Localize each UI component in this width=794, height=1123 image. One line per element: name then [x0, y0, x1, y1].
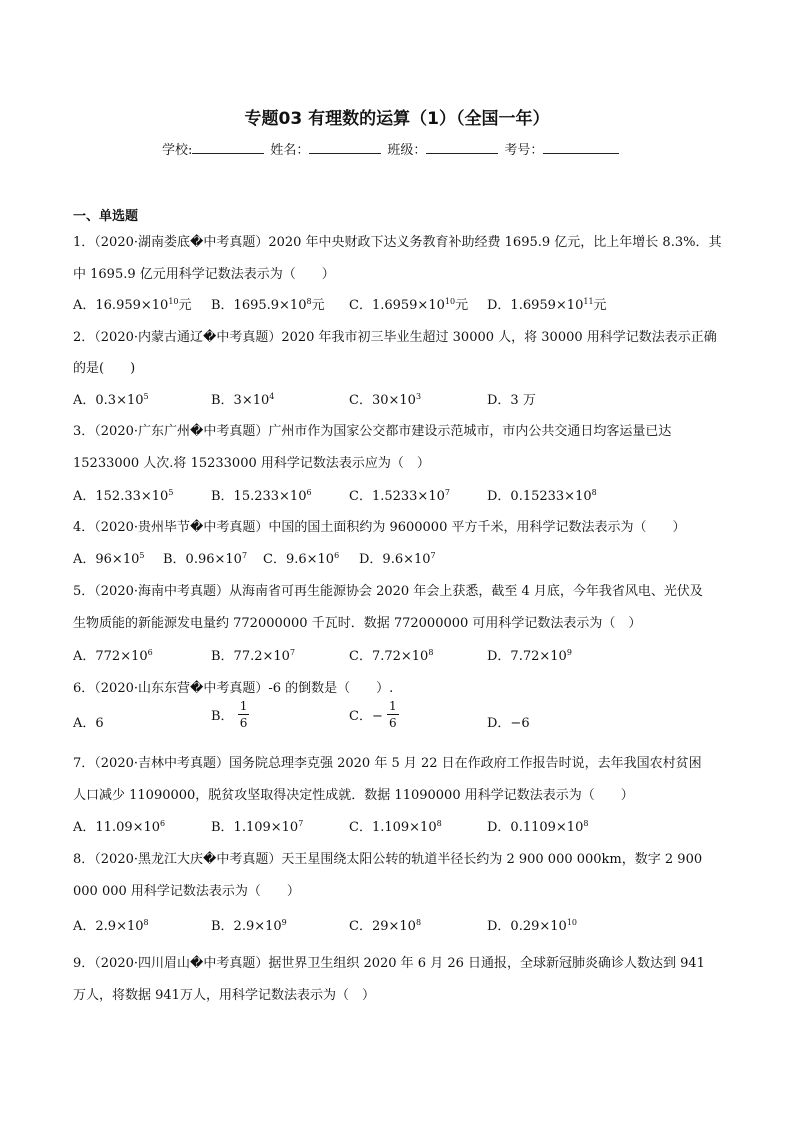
option-c[interactable]: C．$29\times 10^8$ [349, 918, 422, 934]
option-a[interactable]: A．$16.959\times 10^{10}$元 [73, 297, 192, 313]
option-b[interactable]: B．$1.109\times 10^7$ [211, 819, 304, 835]
option-c[interactable]: C．$1.5233\times 10^7$ [349, 488, 450, 504]
option-b[interactable]: B．$15.233\times 10^6$ [211, 488, 312, 504]
option-b[interactable]: B．$77.2\times 10^7$ [211, 648, 296, 664]
option-d[interactable]: D．$0.1109\times 10^8$ [487, 819, 589, 835]
question-8-text: 8．（2020·黑龙江大庆�中考真题）天王星围绕太阳公转的轨道半径长约为 2 900 000 000km，数字 2 900 [73, 852, 703, 867]
question-2-text-cont: 的是( ) [73, 361, 136, 376]
class-blank[interactable] [426, 141, 498, 154]
question-1-text: 1．（2020·湖南娄底�中考真题）2020 年中央财政下达义务教育补助经费 1695.9 亿元，比上年增长 8.3%．其 [73, 235, 722, 250]
option-d[interactable]: D．$1.6959\times 10^{11}$元 [487, 297, 607, 313]
option-d[interactable]: D．$0.15233\times 10^8$ [487, 488, 597, 504]
exam-no-field [504, 139, 625, 158]
question-5-text: 5．（2020·海南中考真题）从海南省可再生能源协会 2020 年会上获悉，截至 4 月底，今年我省风电、光伏及 [73, 584, 703, 599]
option-c[interactable]: C．$9.6\times 10^6$ [263, 551, 340, 567]
section-heading: 一、单选题 [73, 209, 139, 224]
option-a[interactable]: A．$11.09\times 10^6$ [73, 819, 166, 835]
option-b[interactable]: B．$3\times 10^4$ [211, 392, 275, 408]
option-a[interactable]: A．$772\times 10^6$ [73, 648, 153, 664]
option-c[interactable]: C．− $\frac{1}{6}$ [349, 699, 397, 730]
question-9-text: 9．（2020·四川眉山�中考真题）据世界卫生组织 2020 年 6 月 26 日通报，全球新冠肺炎确诊人数达到 941 [73, 956, 705, 971]
student-info-row [162, 139, 625, 158]
class-field [387, 139, 504, 158]
doc-title: 专题03 有理数的运算（1）（全国一年） [244, 109, 550, 129]
option-b[interactable]: B．$0.96\times 10^7$ [163, 551, 248, 567]
question-2-text: 2．（2020·内蒙古通辽�中考真题）2020 年我市初三毕业生超过 30000 人，将 30000 用科学记数法表示正确 [73, 330, 717, 345]
question-9-text-cont: 万人，将数据 941万人，用科学记数法表示为（ ） [73, 988, 375, 1003]
option-b[interactable]: B．$2.9\times 10^9$ [211, 918, 287, 934]
option-a[interactable]: A．$2.9\times 10^8$ [73, 918, 149, 934]
question-3-text-cont: 15233000 人次.将 15233000 用科学记数法表示应为（ ） [73, 456, 430, 471]
option-d[interactable]: D．3 万 [487, 393, 536, 408]
option-a[interactable]: A．$96\times 10^5$ [73, 551, 145, 567]
question-1-text-cont: 中 1695.9 亿元用科学记数法表示为（ ） [73, 267, 335, 282]
option-c[interactable]: C．$30\times 10^3$ [349, 392, 422, 408]
question-8-text-cont: 000 000 用科学记数法表示为（ ） [73, 884, 300, 899]
option-c[interactable]: C．$1.109\times 10^8$ [349, 819, 442, 835]
name-blank[interactable] [309, 141, 381, 154]
name-label: 姓名： [270, 143, 310, 158]
fraction: $\frac{1}{6}$ [239, 699, 248, 730]
school-field [162, 139, 270, 158]
question-7-text: 7．（2020·吉林中考真题）国务院总理李克强 2020 年 5 月 22 日在作政府工作报告时说，去年我国农村贫困 [73, 756, 702, 771]
class-label: 班级： [387, 143, 427, 158]
option-b[interactable]: B． $\frac{1}{6}$ [211, 699, 248, 730]
name-field [270, 139, 387, 158]
option-b[interactable]: B．$1695.9\times 10^8$元 [211, 297, 325, 313]
option-a[interactable]: A．$0.3\times 10^5$ [73, 392, 149, 408]
option-d[interactable]: D．$9.6\times 10^7$ [359, 551, 436, 567]
question-4-text: 4．（2020·贵州毕节�中考真题）中国的国土面积约为 9600000 平方千米，用科学记数法表示为（ ） [73, 520, 686, 535]
question-6-text: 6．（2020·山东东营�中考真题）-6 的倒数是（ ）. [73, 681, 394, 696]
school-label: 学校: [162, 143, 193, 158]
exam-no-label: 考号： [504, 143, 544, 158]
fraction: $\frac{1}{6}$ [388, 699, 397, 730]
question-3-text: 3．（2020·广东广州�中考真题）广州市作为国家公交都市建设示范城市，市内公共交通日均客运量已达 [73, 424, 672, 439]
school-blank[interactable] [192, 141, 264, 154]
option-a[interactable]: A．6 [73, 716, 104, 731]
option-c[interactable]: C．$1.6959\times 10^{10}$元 [349, 297, 469, 313]
option-d[interactable]: D．$7.72\times 10^9$ [487, 648, 572, 664]
option-d[interactable]: D．−6 [487, 716, 530, 731]
option-a[interactable]: A．$152.33\times 10^5$ [73, 488, 174, 504]
question-5-text-cont: 生物质能的新能源发电量约 772000000 千瓦时．数据 772000000 可用科学记数法表示为（ ） [73, 616, 642, 631]
question-7-text-cont: 人口减少 11090000，脱贫攻坚取得决定性成就．数据 11090000 用科学记数法表示为（ ） [73, 788, 634, 803]
option-d[interactable]: D．$0.29\times 10^{10}$ [487, 918, 577, 934]
exam-no-blank[interactable] [543, 141, 619, 154]
option-c[interactable]: C．$7.72\times 10^8$ [349, 648, 434, 664]
